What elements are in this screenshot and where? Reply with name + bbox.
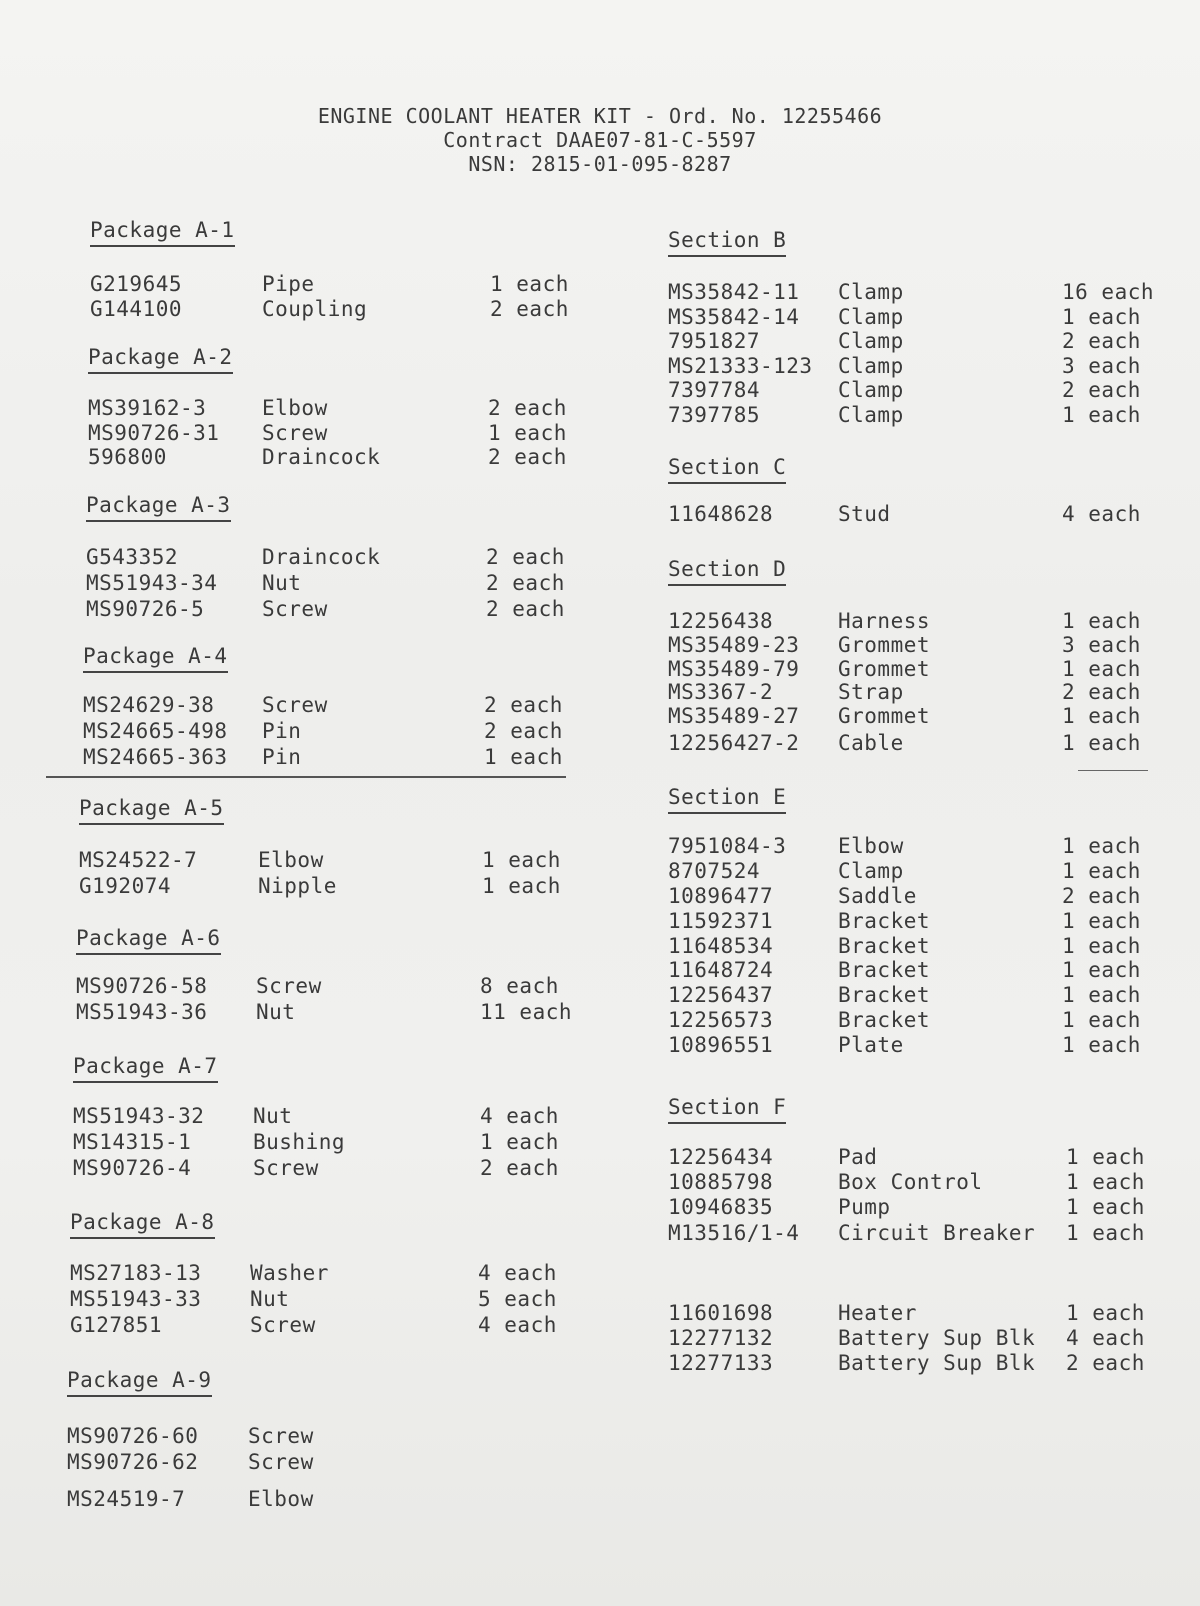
part-quantity: 2 each (1062, 329, 1141, 353)
part-description: Battery Sup Blk (838, 1351, 1036, 1375)
part-number: MS51943-33 (70, 1287, 202, 1311)
part-number: 12256434 (668, 1145, 774, 1169)
part-number: 10896477 (668, 884, 774, 908)
part-number: MS27183-13 (70, 1261, 202, 1285)
part-quantity: 1 each (1062, 859, 1141, 883)
part-description: Strap (838, 680, 904, 704)
part-number: MS90726-31 (88, 421, 220, 445)
part-description: Elbow (262, 396, 328, 420)
part-quantity: 1 each (1066, 1221, 1145, 1245)
part-number: MS21333-123 (668, 354, 813, 378)
section-heading: Section C (668, 455, 786, 484)
part-description: Plate (838, 1033, 904, 1057)
part-description: Nut (253, 1104, 293, 1128)
part-number: 10885798 (668, 1170, 774, 1194)
part-description: Clamp (838, 329, 904, 353)
part-description: Grommet (838, 633, 931, 657)
part-number: MS24519-7 (67, 1487, 186, 1511)
part-quantity: 1 each (1066, 1145, 1145, 1169)
package-heading: Package A-2 (88, 345, 233, 374)
part-number: 12256573 (668, 1008, 774, 1032)
part-description: Clamp (838, 280, 904, 304)
package-heading: Package A-7 (73, 1054, 218, 1083)
part-description: Pin (262, 745, 302, 769)
contract-number: Contract DAAE07-81-C-5597 (443, 128, 757, 152)
part-quantity: 1 each (1062, 983, 1141, 1007)
part-quantity: 4 each (1062, 502, 1141, 526)
part-description: Screw (248, 1450, 314, 1474)
part-description: Heater (838, 1301, 917, 1325)
package-heading: Package A-3 (86, 493, 231, 522)
part-number: MS24522-7 (79, 848, 198, 872)
part-quantity: 1 each (484, 745, 563, 769)
part-quantity: 3 each (1062, 633, 1141, 657)
document-title: ENGINE COOLANT HEATER KIT - Ord. No. 12255466 (317, 104, 883, 128)
part-description: Screw (250, 1313, 316, 1337)
part-quantity: 2 each (486, 545, 565, 569)
part-quantity: 1 each (1062, 609, 1141, 633)
part-description: Screw (262, 421, 328, 445)
part-quantity: 1 each (1062, 834, 1141, 858)
part-number: G543352 (86, 545, 179, 569)
part-number: 8707524 (668, 859, 761, 883)
part-quantity: 1 each (1062, 403, 1141, 427)
part-quantity: 4 each (480, 1104, 559, 1128)
part-description: Pump (838, 1195, 891, 1219)
part-description: Circuit Breaker (838, 1221, 1036, 1245)
part-quantity: 1 each (1062, 958, 1141, 982)
part-number: 10896551 (668, 1033, 774, 1057)
part-quantity: 2 each (486, 571, 565, 595)
part-description: Clamp (838, 378, 904, 402)
part-number: 11648628 (668, 502, 774, 526)
part-description: Pad (838, 1145, 878, 1169)
part-description: Screw (262, 597, 328, 621)
part-quantity: 1 each (1062, 657, 1141, 681)
part-description: Battery Sup Blk (838, 1326, 1036, 1350)
package-heading: Package A-8 (70, 1210, 215, 1239)
part-number: MS35842-14 (668, 305, 800, 329)
part-number: G127851 (70, 1313, 163, 1337)
nsn-number: NSN: 2815-01-095-8287 (468, 152, 732, 176)
part-description: Elbow (838, 834, 904, 858)
package-heading: Package A-6 (76, 926, 221, 955)
part-number: MS24629-38 (83, 693, 215, 717)
part-number: MS51943-36 (76, 1000, 208, 1024)
section-heading: Section E (668, 785, 786, 814)
part-description: Elbow (258, 848, 324, 872)
part-quantity: 1 each (488, 421, 567, 445)
part-description: Washer (250, 1261, 329, 1285)
part-quantity: 5 each (478, 1287, 557, 1311)
part-quantity: 1 each (1062, 1008, 1141, 1032)
part-description: Grommet (838, 704, 931, 728)
part-number: MS90726-4 (73, 1156, 192, 1180)
part-quantity: 2 each (488, 396, 567, 420)
package-heading: Package A-1 (90, 218, 235, 247)
part-quantity: 2 each (480, 1156, 559, 1180)
part-number: 12256427-2 (668, 731, 800, 755)
part-number: 10946835 (668, 1195, 774, 1219)
part-number: 7951827 (668, 329, 761, 353)
part-description: Nut (262, 571, 302, 595)
part-number: 12256438 (668, 609, 774, 633)
part-number: G192074 (79, 874, 172, 898)
part-description: Bushing (253, 1130, 346, 1154)
part-description: Pin (262, 719, 302, 743)
part-quantity: 2 each (484, 719, 563, 743)
part-number: 12277133 (668, 1351, 774, 1375)
part-description: Clamp (838, 354, 904, 378)
part-quantity: 2 each (1066, 1351, 1145, 1375)
part-quantity: 4 each (478, 1313, 557, 1337)
part-description: Coupling (262, 297, 368, 321)
part-number: MS51943-34 (86, 571, 218, 595)
part-number: MS51943-32 (73, 1104, 205, 1128)
part-description: Cable (838, 731, 904, 755)
part-number: MS24665-363 (83, 745, 228, 769)
part-quantity: 1 each (1066, 1301, 1145, 1325)
part-number: MS90726-62 (67, 1450, 199, 1474)
part-number: 11601698 (668, 1301, 774, 1325)
part-description: Bracket (838, 983, 931, 1007)
part-quantity: 1 each (1062, 731, 1141, 755)
part-quantity: 1 each (482, 848, 561, 872)
part-quantity: 1 each (1066, 1195, 1145, 1219)
part-number: 11592371 (668, 909, 774, 933)
part-number: 12256437 (668, 983, 774, 1007)
part-quantity: 1 each (480, 1130, 559, 1154)
package-heading: Package A-9 (67, 1368, 212, 1397)
part-quantity: 2 each (1062, 680, 1141, 704)
part-number: 12277132 (668, 1326, 774, 1350)
part-quantity: 1 each (1062, 934, 1141, 958)
part-description: Box Control (838, 1170, 983, 1194)
part-quantity: 3 each (1062, 354, 1141, 378)
package-heading: Package A-5 (79, 796, 224, 825)
part-number: 7397785 (668, 403, 761, 427)
part-quantity: 2 each (486, 597, 565, 621)
part-description: Clamp (838, 403, 904, 427)
part-number: MS90726-60 (67, 1424, 199, 1448)
section-heading: Section F (668, 1095, 786, 1124)
part-number: 11648724 (668, 958, 774, 982)
part-description: Bracket (838, 909, 931, 933)
part-description: Bracket (838, 1008, 931, 1032)
strikethrough-line (46, 776, 566, 778)
part-quantity: 11 each (480, 1000, 573, 1024)
part-description: Bracket (838, 958, 931, 982)
part-quantity: 1 each (1062, 305, 1141, 329)
part-number: 7397784 (668, 378, 761, 402)
part-description: Clamp (838, 859, 904, 883)
part-description: Nipple (258, 874, 337, 898)
part-number: 596800 (88, 445, 167, 469)
part-number: 7951084-3 (668, 834, 787, 858)
part-number: MS14315-1 (73, 1130, 192, 1154)
part-quantity: 4 each (1066, 1326, 1145, 1350)
part-quantity: 2 each (1062, 884, 1141, 908)
part-number: MS90726-5 (86, 597, 205, 621)
part-description: Harness (838, 609, 931, 633)
part-quantity: 4 each (478, 1261, 557, 1285)
part-description: Screw (262, 693, 328, 717)
part-quantity: 2 each (488, 445, 567, 469)
part-quantity: 1 each (482, 874, 561, 898)
part-number: MS35489-79 (668, 657, 800, 681)
package-heading: Package A-4 (83, 644, 228, 673)
part-quantity: 1 each (1062, 704, 1141, 728)
part-description: Draincock (262, 545, 381, 569)
part-description: Saddle (838, 884, 917, 908)
part-number: MS35489-23 (668, 633, 800, 657)
part-quantity: 2 each (490, 297, 569, 321)
part-description: Draincock (262, 445, 381, 469)
part-number: 11648534 (668, 934, 774, 958)
part-description: Pipe (262, 272, 315, 296)
part-number: MS35489-27 (668, 704, 800, 728)
part-number: MS90726-58 (76, 974, 208, 998)
part-description: Grommet (838, 657, 931, 681)
part-description: Stud (838, 502, 891, 526)
part-number: M13516/1-4 (668, 1221, 800, 1245)
part-quantity: 1 each (1066, 1170, 1145, 1194)
part-description: Bracket (838, 934, 931, 958)
part-number: G144100 (90, 297, 183, 321)
part-quantity: 2 each (484, 693, 563, 717)
part-description: Elbow (248, 1487, 314, 1511)
part-description: Nut (250, 1287, 290, 1311)
part-quantity: 16 each (1062, 280, 1155, 304)
part-description: Screw (256, 974, 322, 998)
part-number: MS35842-11 (668, 280, 800, 304)
part-number: MS3367-2 (668, 680, 774, 704)
divider-line (1078, 770, 1148, 771)
part-description: Screw (248, 1424, 314, 1448)
part-quantity: 1 each (1062, 1033, 1141, 1057)
part-quantity: 1 each (1062, 909, 1141, 933)
part-quantity: 1 each (490, 272, 569, 296)
part-description: Screw (253, 1156, 319, 1180)
part-description: Nut (256, 1000, 296, 1024)
part-number: MS39162-3 (88, 396, 207, 420)
section-heading: Section D (668, 557, 786, 586)
part-quantity: 8 each (480, 974, 559, 998)
part-number: G219645 (90, 272, 183, 296)
part-number: MS24665-498 (83, 719, 228, 743)
part-description: Clamp (838, 305, 904, 329)
section-heading: Section B (668, 228, 786, 257)
part-quantity: 2 each (1062, 378, 1141, 402)
